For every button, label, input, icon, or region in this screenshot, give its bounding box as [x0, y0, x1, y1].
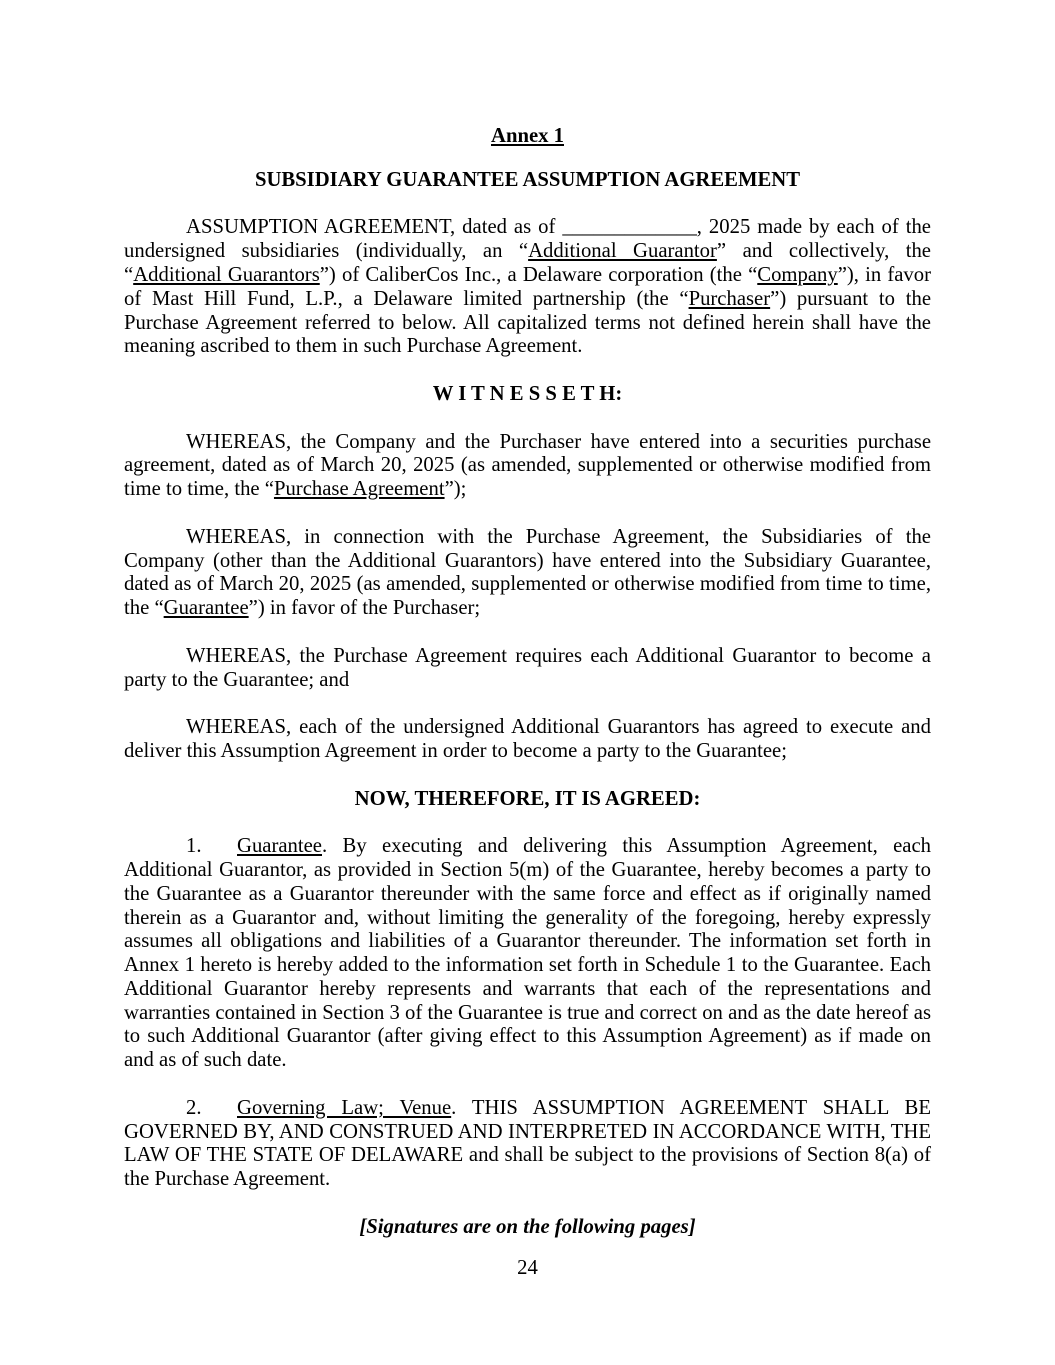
signatures-note: [Signatures are on the following pages] — [359, 1215, 696, 1238]
recital-paragraph-3: WHEREAS, the Purchase Agreement requires each Additional Guarantor to become a party to the Guarantee; and — [124, 644, 931, 691]
defined-term-additional-guarantors: Additional Guarantors — [133, 263, 320, 286]
recital-paragraph-4: WHEREAS, each of the undersigned Additional Guarantors has agreed to execute and deliver this Assumption Agreement in order to become a party to the Guarantee; — [124, 716, 931, 762]
section-paragraph-2 — [124, 1097, 931, 1192]
page-number: 24 — [517, 1257, 538, 1280]
defined-term-company: Company — [757, 263, 838, 286]
intro-text-3: ”) of CaliberCos Inc., a Delaware corporation (the “ — [319, 263, 758, 286]
section-number: 1. — [186, 835, 202, 858]
recital-paragraph-2 — [124, 526, 931, 621]
recital-1-text-2: ”); — [444, 478, 467, 501]
witnesseth-heading: W I T N E S S E T H: — [432, 382, 623, 405]
intro-text-2: ” and collectively, the “ — [124, 240, 931, 286]
section-paragraph-1 — [124, 835, 931, 1073]
agreed-heading: NOW, THEREFORE, IT IS AGREED: — [354, 787, 701, 810]
section-number: 2. — [186, 1096, 202, 1119]
annex-title: Annex 1 — [491, 125, 564, 147]
section-title: Guarantee — [237, 835, 322, 858]
intro-paragraph — [124, 216, 931, 359]
section-text: . By executing and delivering this Assumption Agreement, each Additional Guarantor, as provided in Section 5(m) of the Guarantee, hereby becomes a party to the Guarantee as a Guarantor thereunder with the same force and effect as if originally named therein as a Guarantor and, without limiting the generality of the foregoing, hereby expressly assumes all obligations and liabilities of a Guarantor thereunder. The information set forth in Annex 1 hereto is hereby added to the information set forth in Schedule 1 to the Guarantee. Each Additional Guarantor hereby represents and warrants that each of the representations and warranties contained in Section 3 of the Guarantee is true and correct on and as the date hereof as to such Additional Guarantor (after giving effect to this Assumption Agreement) as if made on and as of such date. — [124, 835, 931, 1072]
intro-text-1: ASSUMPTION AGREEMENT, dated as of _____________, 2025 made by each of the undersigned subsidiaries (individually, an “ — [124, 216, 931, 263]
section-text: . THIS ASSUMPTION AGREEMENT SHALL BE GOVERNED BY, AND CONSTRUED AND INTERPRETED IN ACCORDANCE WITH, THE LAW OF THE STATE OF DELAWARE and shall be subject to the provisions of Section 8(a) of the Purchase Agreement. — [124, 1096, 931, 1191]
recital-paragraph-1 — [124, 431, 931, 502]
defined-term-purchaser: Purchaser — [688, 287, 771, 310]
recital-2-text-2: ”) in favor of the Purchaser; — [248, 597, 481, 620]
recital-1-text-1: WHEREAS, the Company and the Purchaser have entered into a securities purchase agreement, dated as of March 20, 2025 (as amended, supplemented or otherwise modified from time to time, the “ — [124, 430, 931, 501]
defined-term-guarantee: Guarantee — [163, 597, 249, 620]
recital-2-text-1: WHEREAS, in connection with the Purchase Agreement, the Subsidiaries of the Company (other than the Additional Guarantors) have entered into the Subsidiary Guarantee, dated as of March 20, 2025 (as amended, supplemented or otherwise modified from time to time, the “ — [124, 525, 931, 620]
defined-term-additional-guarantor: Additional Guarantor — [528, 240, 717, 263]
intro-text-4: ”), in favor of Mast Hill Fund, L.P., a Delaware limited partnership (the “ — [124, 263, 932, 310]
intro-text-5: ”) pursuant to the Purchase Agreement referred to below. All capitalized terms not defined herein shall have the meaning ascribed to them in such Purchase Agreement. — [124, 287, 931, 358]
defined-term-purchase-agreement: Purchase Agreement — [273, 478, 445, 501]
agreement-title: SUBSIDIARY GUARANTEE ASSUMPTION AGREEMENT — [254, 168, 801, 191]
section-title: Governing Law; Venue — [237, 1096, 452, 1119]
